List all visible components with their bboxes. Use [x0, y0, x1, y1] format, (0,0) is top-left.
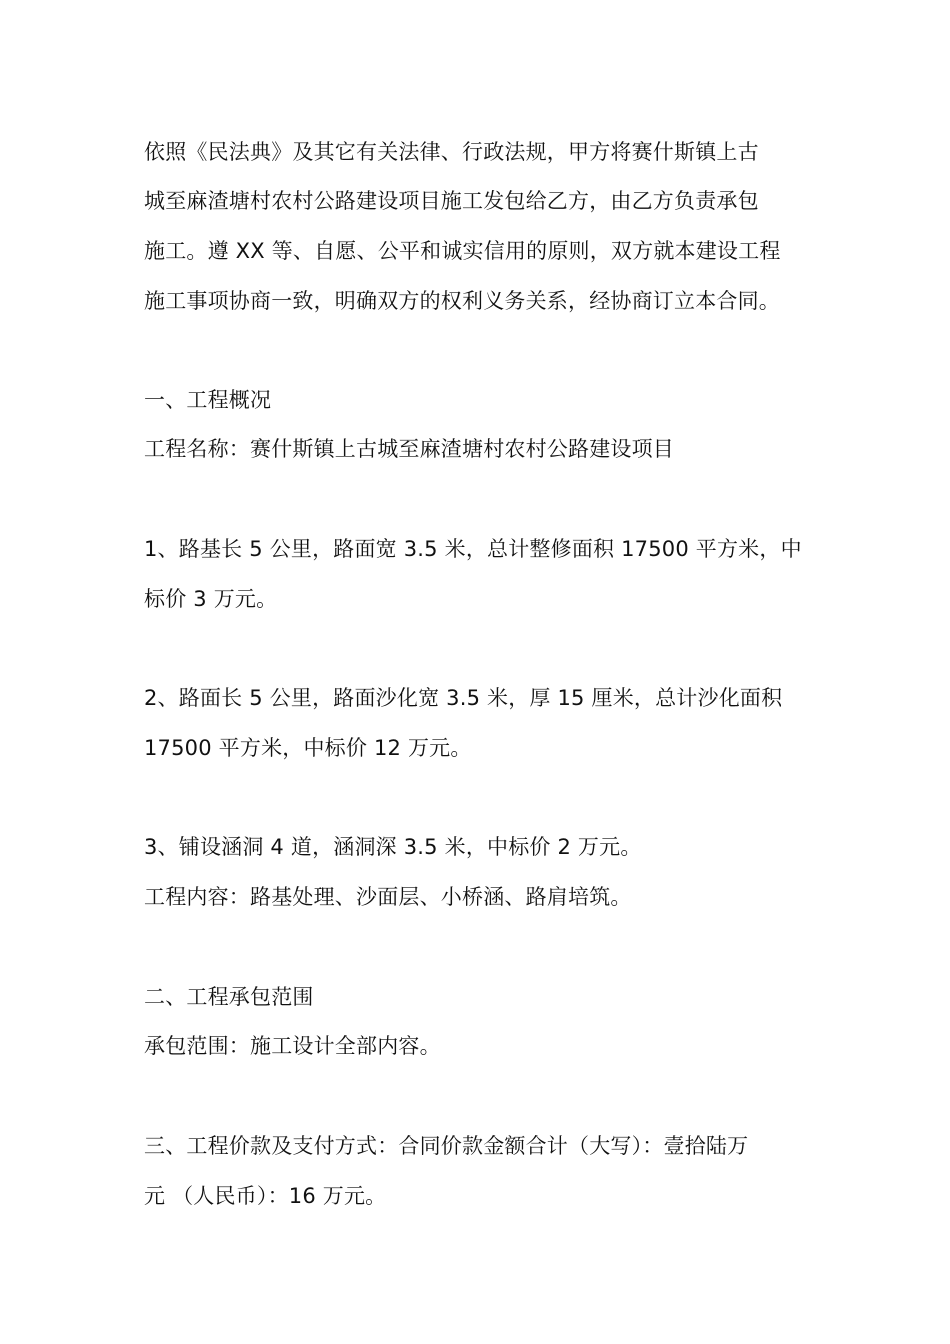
intro-line-1: 依照《民法典》及其它有关法律、行政法规，甲方将赛什斯镇上古 — [144, 140, 759, 164]
item-1-line-2: 标价 3 万元。 — [144, 587, 278, 611]
section-2-heading: 二、工程承包范围 — [144, 985, 314, 1009]
section-3-line-1: 三、工程价款及支付方式：合同价款金额合计（大写）：壹拾陆万 — [144, 1134, 749, 1158]
intro-line-4: 施工事项协商一致，明确双方的权利义务关系，经协商订立本合同。 — [144, 289, 780, 313]
project-content: 工程内容：路基处理、沙面层、小桥涵、路肩培筑。 — [144, 885, 632, 909]
section-3-line-2: 元 （人民币）：16 万元。 — [144, 1184, 387, 1208]
item-2-line-2: 17500 平方米，中标价 12 万元。 — [144, 736, 472, 760]
intro-line-3: 施工。遵 XX 等、自愿、公平和诚实信用的原则，双方就本建设工程 — [144, 239, 781, 263]
item-1-line-1: 1、路基长 5 公里，路面宽 3.5 米，总计整修面积 17500 平方米，中 — [144, 537, 802, 561]
intro-line-2: 城至麻渣塘村农村公路建设项目施工发包给乙方，由乙方负责承包 — [144, 189, 759, 213]
contract-scope: 承包范围：施工设计全部内容。 — [144, 1034, 441, 1058]
project-name: 工程名称：赛什斯镇上古城至麻渣塘村农村公路建设项目 — [144, 437, 674, 461]
item-2-line-1: 2、路面长 5 公里，路面沙化宽 3.5 米，厚 15 厘米，总计沙化面积 — [144, 686, 783, 710]
item-3: 3、铺设涵洞 4 道，涵洞深 3.5 米，中标价 2 万元。 — [144, 835, 642, 859]
section-1-heading: 一、工程概况 — [144, 388, 272, 412]
